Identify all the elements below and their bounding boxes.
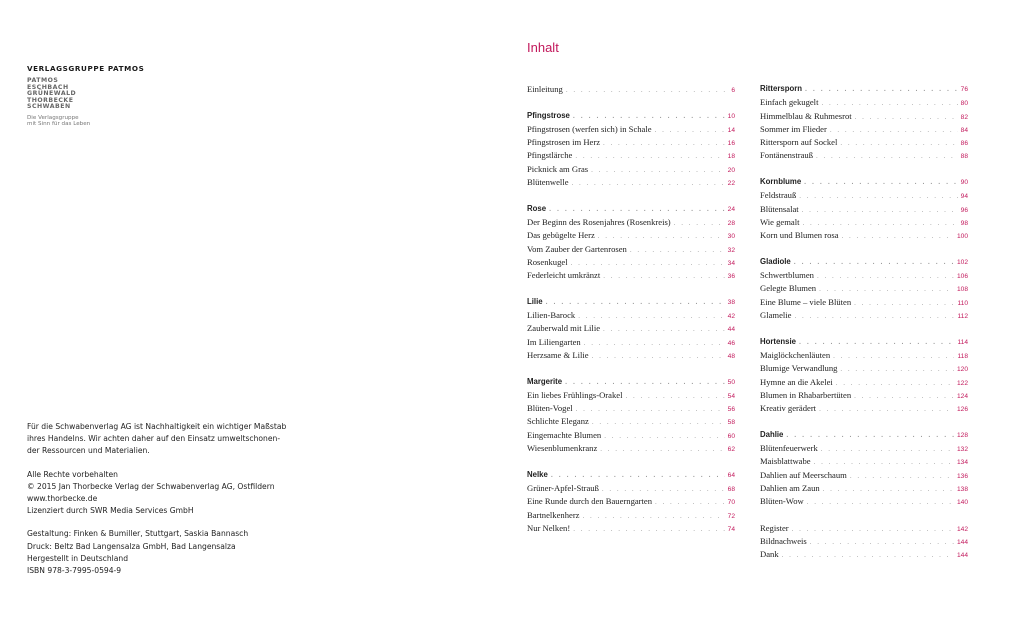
toc-page-number: 16 [727,140,735,148]
toc-page-number: 120 [956,366,968,374]
toc-entry[interactable] [760,350,968,363]
toc-page-number: 112 [957,313,968,321]
leader-dots [792,525,954,533]
toc-entry[interactable] [527,523,735,536]
leader-dots [549,206,725,213]
imprint-name: PATMOS [27,77,59,84]
toc-entry-title: Pfingstrosen (werfen sich) in Schale [527,123,652,134]
imprint-text [27,421,327,588]
toc-entry-title: Blumige Verwandlung [760,363,838,374]
toc-entry[interactable] [527,310,735,323]
toc-entry-title: Rose [527,203,547,213]
toc-entry[interactable] [527,217,735,230]
toc-entry-title: Sommer im Flieder [760,123,827,134]
toc-entry[interactable] [527,390,735,403]
toc-page-number: 50 [727,378,735,386]
leader-dots [819,405,954,413]
leader-dots [578,312,724,320]
leader-dots [854,392,954,400]
publisher-tagline [27,115,144,128]
toc-entry-title: Ein liebes Frühlings-Orakel [527,389,623,400]
leader-dots [850,472,954,480]
toc-page-number: 142 [956,525,968,533]
toc-entry-title: Bildnachweis [760,536,807,547]
toc-page-number: 118 [957,352,968,360]
toc-entry-title: Dank [760,549,779,560]
leader-dots [855,113,958,121]
toc-entry-title: Himmelblau & Ruhmesrot [760,110,852,121]
sustainability-note [27,421,327,458]
leader-dots [821,99,957,107]
toc-chapter-heading[interactable] [527,377,735,390]
toc-entry-title: Rosenkugel [527,256,568,267]
toc-entry-title: Eine Blume – viele Blüten [760,296,852,307]
toc-page-number: 14 [727,126,735,134]
text-line: © 2015 Jan Thorbecke Verlag der Schwabenverlag AG, Ostfildern [27,481,275,491]
toc-section [760,337,968,417]
toc-entry[interactable] [760,270,968,283]
toc-entry[interactable] [760,470,968,483]
toc-entry-title: Maisblattwabe [760,456,811,467]
toc-entry[interactable] [760,403,968,416]
publisher-title: VERLAGSGRUPPE PATMOS [27,64,145,73]
toc-entry[interactable] [760,310,968,323]
toc-page-number: 42 [727,313,735,321]
leader-dots [603,325,725,333]
toc-entry[interactable] [760,217,968,230]
toc-page-number: 114 [957,338,968,346]
toc-entry[interactable] [527,443,735,456]
toc-entry-title: Dahlien am Zaun [760,482,820,493]
toc-entry-title: Lilien-Barock [527,310,576,321]
toc-entry-title: Einleitung [527,84,563,94]
toc-entry-title: Einfach gekugelt [760,97,819,108]
leader-dots [819,285,954,293]
leader-dots [823,485,954,493]
toc-entry[interactable] [760,483,968,496]
toc-chapter-heading[interactable] [760,257,968,270]
leader-dots [786,432,954,439]
leader-dots [674,219,725,227]
toc-page-number: 18 [727,153,735,161]
toc-section [527,204,735,284]
toc-page-number: 36 [727,273,735,281]
toc-page-number: 94 [960,193,968,201]
toc-page-number: 34 [727,259,735,267]
toc-entry-title: Register [760,522,789,533]
leader-dots [575,152,724,160]
toc-title: Inhalt [527,40,559,55]
tagline-line: mit Sinn für das Leben [27,121,91,128]
toc-page-number: 76 [960,86,968,93]
toc-entry-title: Kreativ gerädert [760,403,817,414]
toc-chapter-heading[interactable] [760,430,968,443]
toc-page-number: 82 [960,113,968,121]
toc-page-number: 126 [956,406,968,414]
toc-page-number: 64 [727,471,735,479]
toc-page-number: 32 [727,246,735,254]
toc-entry-title: Nur Nelken! [527,522,571,533]
imprint-name: GRÜNEWALD [27,90,77,98]
toc-page-number: 54 [727,392,735,400]
toc-entry[interactable] [760,150,968,163]
toc-entry[interactable] [760,456,968,469]
toc-entry[interactable] [760,536,968,549]
toc-chapter-heading[interactable] [527,297,735,310]
leader-dots [803,219,958,227]
toc-entry-title: Gelegte Blumen [760,283,817,294]
toc-entry-title: Rittersporn auf Sockel [760,137,838,148]
toc-entry[interactable] [527,337,735,350]
toc-page-number: 80 [960,100,968,108]
leader-dots [814,458,954,466]
text-line: Für die Schwabenverlag AG ist Nachhaltigkeit ein wichtiger Maßstab [27,422,287,431]
toc-section [760,430,968,510]
toc-page-number: 144 [956,552,968,560]
toc-page-number: 128 [956,431,968,439]
leader-dots [794,259,954,266]
toc-section [527,111,735,191]
leader-dots [840,365,954,373]
toc-section [527,84,735,97]
website-link[interactable]: www.thorbecke.de [27,494,98,504]
toc-entry-title: Glamelie [760,310,792,321]
toc-page-number: 108 [956,286,968,294]
toc-entry-title: Picknick am Gras [527,163,589,174]
toc-page-number: 140 [956,499,968,507]
toc-entry-title: Vom Zauber der Gartenrosen [527,243,627,254]
toc-entry-title: Grüner-Apfel-Strauß [527,482,599,493]
toc-entry-title: Pfingstrosen im Herz [527,137,601,148]
toc-page-number: 88 [960,153,968,161]
leader-dots [854,299,954,307]
toc-entry-title: Feldstrauß [760,190,797,201]
toc-section [527,297,735,363]
leader-dots [591,166,725,174]
toc-entry-title: Eingemachte Blumen [527,429,602,440]
production-note [27,528,327,577]
leader-dots [830,126,958,134]
toc-entry-title: Federleicht umkränzt [527,270,601,281]
toc-entry-title: Dahlie [760,429,784,439]
leader-dots [566,86,729,94]
leader-dots [782,551,954,559]
leader-dots [600,445,724,453]
toc-entry[interactable] [527,230,735,243]
toc-entry-title: Rittersporn [760,84,803,93]
toc-entry[interactable] [527,350,735,363]
toc-page-number: 138 [956,485,968,493]
toc-page-number: 132 [956,446,968,454]
leader-dots [807,498,954,506]
toc-entry-title: Gladiole [760,256,791,266]
toc-chapter-heading[interactable] [760,84,968,97]
toc-chapter-heading[interactable] [527,470,735,483]
toc-page-number: 30 [727,233,735,241]
leader-dots [836,379,954,387]
text-line: Lizenziert durch SWR Media Services GmbH [27,506,194,516]
toc-entry-title: Herzsame & Lilie [527,349,589,360]
leader-dots [833,352,954,360]
leader-dots [603,272,724,280]
toc-page-number: 60 [727,432,735,440]
toc-page-number: 48 [727,352,735,360]
toc-page-number: 106 [956,273,968,281]
toc-entry[interactable] [527,244,735,257]
toc-entry-title: Pfingstrose [527,110,570,120]
toc-entry-title: Schlichte Eleganz [527,416,589,427]
toc-entry[interactable] [527,257,735,270]
toc-entry[interactable] [760,390,968,403]
toc-entry[interactable] [527,323,735,336]
toc-page-number: 20 [727,166,735,174]
toc-entry-title: Hortensie [760,336,796,346]
toc-entry-title: Zauberwald mit Lilie [527,323,601,334]
toc-entry[interactable] [760,230,968,243]
toc-entry[interactable] [760,549,968,562]
leader-dots [546,299,725,306]
leader-dots [810,538,954,546]
toc-page-number: 68 [727,485,735,493]
toc-section [760,257,968,323]
toc-entry[interactable] [527,403,735,416]
toc-page-number: 122 [956,379,968,387]
toc-page-number: 46 [727,339,735,347]
toc-entry[interactable] [527,510,735,523]
leader-dots [576,405,725,413]
toc-entry-title: Eine Runde durch den Bauerngarten [527,496,653,507]
toc-page-number: 100 [956,233,968,241]
toc-page-number: 136 [956,472,968,480]
toc-entry[interactable] [527,177,735,190]
toc-entry[interactable] [527,483,735,496]
leader-dots [805,86,958,93]
toc-entry-title: Nelke [527,469,548,479]
toc-entry[interactable] [760,111,968,124]
toc-page-number: 62 [727,446,735,454]
toc-entry-title: Kornblume [760,177,802,187]
leader-dots [592,418,725,426]
leader-dots [583,512,725,520]
toc-entry-title: Wiesenblumenkranz [527,443,598,454]
imprint-name: SCHWABEN [27,103,71,111]
toc-entry[interactable] [760,443,968,456]
toc-entry-title: Blüten-Vogel [527,403,573,414]
publisher-logo [27,64,144,128]
leader-dots [842,232,954,240]
leader-dots [592,352,725,360]
toc-entry-title: Schwertblumen [760,270,814,281]
text-line: Druck: Beltz Bad Langensalza GmbH, Bad Langensalza [27,541,236,551]
toc-entry[interactable] [760,297,968,310]
toc-page-number: 110 [957,299,968,307]
toc-page-number: 134 [956,459,968,467]
toc-page-number: 6 [731,87,735,94]
toc-entry[interactable] [527,430,735,443]
toc-entry-title: Im Liliengarten [527,336,581,347]
leader-dots [655,498,725,506]
toc-entry[interactable] [527,164,735,177]
toc-entry[interactable] [527,416,735,429]
leader-dots [565,379,725,386]
toc-entry[interactable] [760,283,968,296]
leader-dots [603,139,725,147]
leader-dots [816,152,958,160]
toc-section [760,177,968,243]
leader-dots [795,312,955,320]
toc-page-number: 144 [956,539,968,547]
tagline-line: Die Verlagsgruppe [27,114,79,121]
toc-page-number: 72 [727,512,735,520]
leader-dots [604,432,724,440]
leader-dots [821,445,954,453]
toc-page-number: 96 [960,206,968,214]
toc-entry-title: Pfingstlärche [527,150,573,161]
right-page [510,0,1020,624]
toc-entry-title: Hymne an die Akelei [760,376,833,387]
toc-chapter-heading[interactable] [527,111,735,124]
leader-dots [804,179,958,186]
toc-entry[interactable] [760,496,968,509]
leader-dots [655,126,725,134]
imprint-list [27,78,144,111]
toc-entry-title: Fontänenstrauß [760,150,813,161]
toc-entry-title: Blütensalat [760,203,799,214]
toc-entry[interactable] [527,270,735,283]
toc-entry-title: Das gebügelte Herz [527,230,595,241]
leader-dots [625,392,724,400]
text-line: ihres Handelns. Wir achten daher auf den Einsatz umweltschonen- [27,434,281,444]
toc-chapter-heading[interactable] [760,337,968,350]
toc-entry[interactable] [760,363,968,376]
toc-page-number: 98 [960,219,968,227]
toc-entry-title: Der Beginn des Rosenjahres (Rosenkreis) [527,216,671,227]
toc-section [760,523,968,563]
imprint-name: THORBECKE [27,96,74,104]
toc-entry[interactable] [760,523,968,536]
leader-dots [571,259,725,267]
toc-page-number: 56 [727,406,735,414]
toc-column-left [527,84,735,549]
toc-page-number: 102 [956,258,968,266]
toc-section [527,470,735,536]
toc-page-number: 10 [727,112,735,120]
toc-page-number: 90 [960,179,968,187]
toc-page-number: 22 [727,180,735,188]
toc-section [527,377,735,457]
toc-page-number: 84 [960,126,968,134]
toc-entry[interactable] [760,137,968,150]
toc-page-number: 28 [727,219,735,227]
toc-entry[interactable] [760,97,968,110]
toc-entry-title: Bartnelkenherz [527,509,580,520]
toc-entry[interactable] [527,84,735,97]
toc-page-number: 58 [727,419,735,427]
imprint-name: ESCHBACH [27,83,69,91]
toc-entry-title: Lilie [527,296,543,306]
isbn: ISBN 978-3-7995-0594-9 [27,566,122,576]
toc-section [760,84,968,164]
leader-dots [573,113,725,120]
text-line: Gestaltung: Finken & Bumiller, Stuttgart, Saskia Bannasch [27,529,249,539]
toc-entry[interactable] [760,377,968,390]
toc-entry[interactable] [760,190,968,203]
toc-entry-title: Blumen in Rhabarbertüten [760,389,852,400]
toc-entry[interactable] [527,496,735,509]
toc-page-number: 24 [727,205,735,213]
toc-entry[interactable] [760,124,968,137]
toc-entry-title: Korn und Blumen rosa [760,230,839,241]
rights-note [27,469,327,518]
leader-dots [602,485,725,493]
leader-dots [630,246,725,254]
toc-page-number: 38 [727,298,735,306]
toc-chapter-heading[interactable] [760,177,968,190]
leader-dots [799,192,957,200]
toc-page-number: 124 [956,392,968,400]
leader-dots [598,232,725,240]
toc-entry[interactable] [527,150,735,163]
toc-entry-title: Dahlien auf Meerschaum [760,469,847,480]
toc-page-number: 70 [727,499,735,507]
toc-entry-title: Wie gemalt [760,216,800,227]
toc-entry-title: Maiglöckchenläuten [760,349,831,360]
toc-entry[interactable] [527,137,735,150]
toc-page-number: 86 [960,140,968,148]
text-line: Alle Rechte vorbehalten [27,469,118,479]
leader-dots [551,472,725,479]
leader-dots [573,525,724,533]
leader-dots [584,339,725,347]
toc-entry-title: Blütenfeuerwerk [760,443,818,454]
toc-entry-title: Margerite [527,376,563,386]
text-line: der Ressourcen und Materialien. [27,446,150,456]
toc-entry-title: Blüten-Wow [760,496,804,507]
toc-chapter-heading[interactable] [527,204,735,217]
leader-dots [840,139,957,147]
toc-page-number: 44 [727,326,735,334]
text-line: Hergestellt in Deutschland [27,553,129,563]
leader-dots [799,339,955,346]
toc-column-right [760,84,968,576]
leader-dots [817,272,954,280]
leader-dots [802,206,958,214]
toc-entry[interactable] [527,124,735,137]
toc-entry[interactable] [760,204,968,217]
toc-page-number: 74 [727,525,735,533]
leader-dots [572,179,725,187]
toc-entry-title: Blütenwelle [527,177,569,188]
